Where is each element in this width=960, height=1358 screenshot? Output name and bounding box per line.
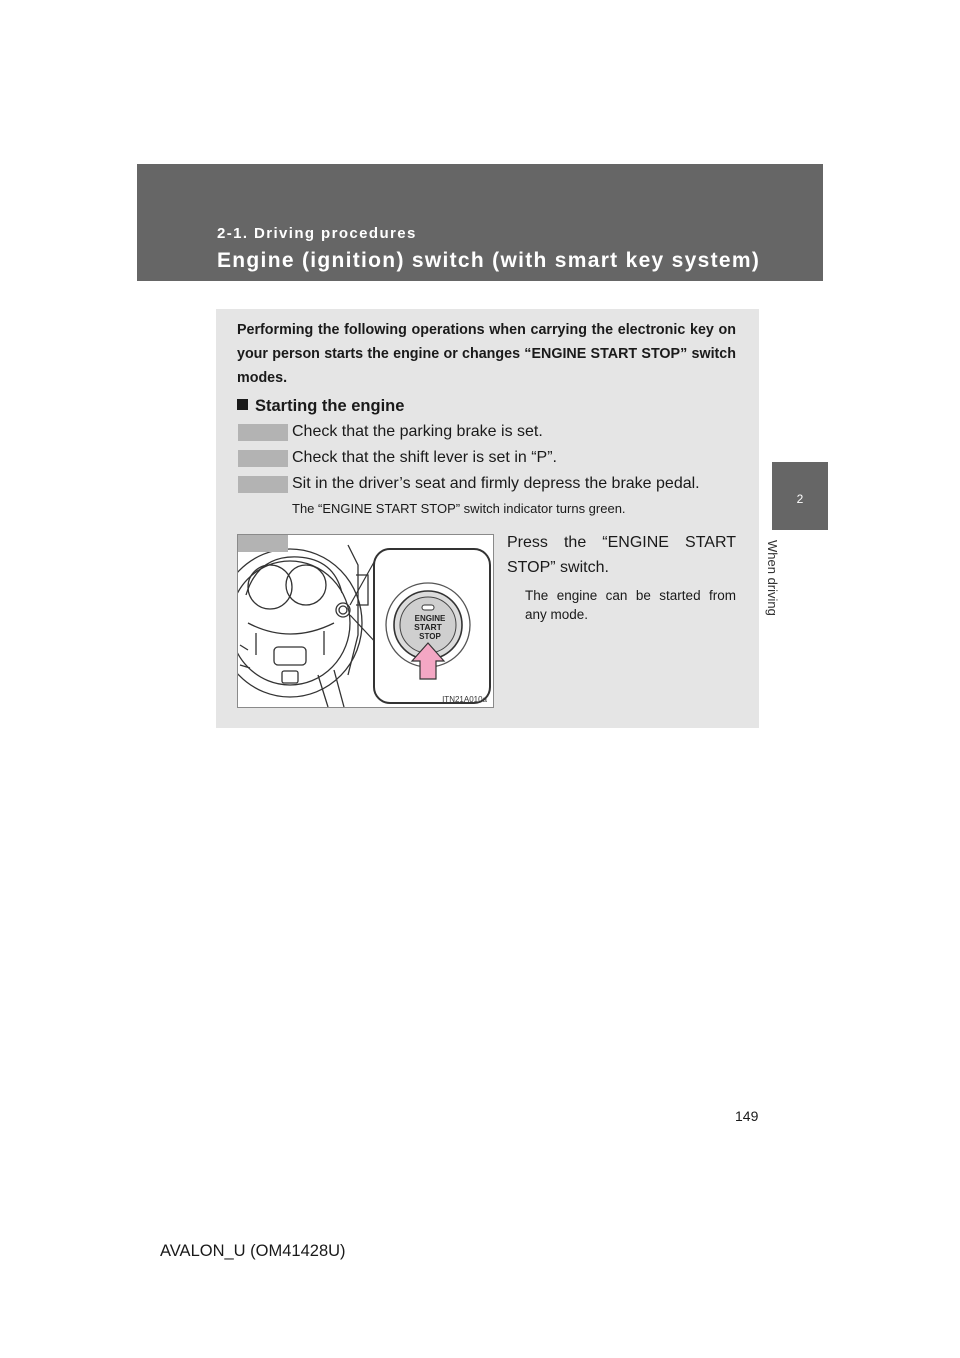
step-4-text: Press the “ENGINE START STOP” switch.: [507, 534, 736, 576]
step-2-text: Check that the shift lever is set in “P”.: [292, 449, 557, 466]
button-label-line-1: ENGINE: [414, 614, 446, 623]
chapter-label: When driving: [765, 540, 780, 616]
figure-code: ITN21A010a: [442, 695, 487, 704]
step-3-text: Sit in the driver’s seat and firmly depress the brake pedal.: [292, 475, 700, 492]
step-2-marker: [238, 450, 288, 467]
manual-code: AVALON_U (OM41428U): [160, 1242, 346, 1260]
step-4-note: The engine can be started from any mode.: [525, 588, 736, 622]
engine-switch-illustration: [237, 534, 494, 708]
step-1-marker: [238, 424, 288, 441]
instruction-box: [216, 309, 759, 728]
step-3-marker: [238, 476, 288, 493]
dashboard-drawing: [238, 535, 493, 707]
step-3-note: The “ENGINE START STOP” switch indicator turns green.: [292, 501, 626, 516]
step-1-text: Check that the parking brake is set.: [292, 423, 543, 440]
button-label-line-2: START: [414, 622, 442, 632]
page-number: 149: [735, 1108, 759, 1124]
subheading: [237, 397, 404, 416]
chapter-header: [137, 164, 823, 281]
chapter-number: 2: [796, 492, 804, 506]
step-4-marker: [238, 535, 288, 552]
page-title: Engine (ignition) switch (with smart key system): [217, 249, 761, 272]
chapter-side-label: [765, 540, 790, 630]
chapter-tab: [772, 462, 828, 530]
intro-paragraph: Performing the following operations when carrying the electronic key on your person starts the engine or changes “ENGINE START STOP” switch modes.: [237, 322, 736, 386]
square-bullet-icon: [237, 399, 248, 410]
section-label: 2-1. Driving procedures: [217, 225, 417, 242]
button-label-line-3: STOP: [419, 632, 441, 641]
subheading-text: Starting the engine: [255, 397, 405, 415]
